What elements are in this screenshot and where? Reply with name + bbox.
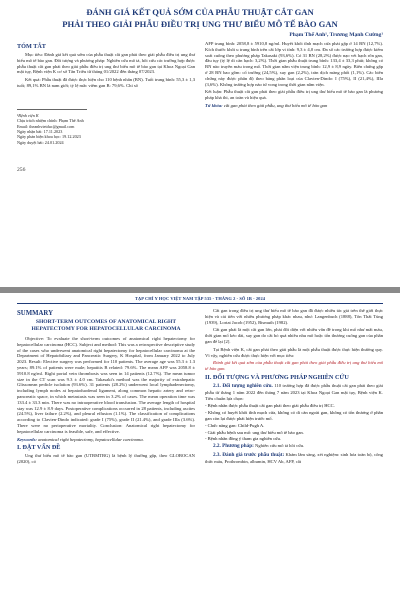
methods-heading: II. ĐỐI TƯỢNG VÀ PHƯƠNG PHÁP NGHIÊN CỨU xyxy=(205,373,349,381)
affiliation: ¹Bệnh viện K xyxy=(17,112,39,118)
subsection-text: Khám lâm sàng, xét nghiệm: sinh hóa toàn bộ, công thức máu, Prothrombin, albumin, HCV Ab, AFP, cắt xyxy=(205,451,383,464)
paper-page-2 xyxy=(0,293,400,600)
date-reviewed: Ngày phản biện khoa học: 19.12.2023 xyxy=(17,134,81,140)
subsection-heading: 2.1. Đối tượng nghiên cứu. xyxy=(213,382,273,389)
criteria-item: - Giải phẫu bệnh sau mổ: ung thư biểu mô tế bào gan. xyxy=(205,429,304,435)
date-accepted: Ngày duyệt bài: 24.01.2024 xyxy=(17,139,64,145)
body-paragraph: Cắt gan trong điều trị ung thư biểu mô tế bào gan đã được nhiều tác giả trên thế giới thực hiện và cải tiến với nhiều phương pháp khác nhau, như: Langenbuch (1888), Tôn Thất Tùng (1939), Lortat Jacob (1952), Bismuth (1982). xyxy=(205,308,383,325)
subsection-heading: 2.3. Đánh giá trước phẫu thuật: xyxy=(213,451,285,458)
article-title-line2: PHẢI THEO GIẢI PHẪU ĐIỀU TRỊ UNG THƯ BIỂU MÔ TẾ BÀO GAN xyxy=(62,18,338,29)
summary-paragraph: Mục tiêu: Đánh giá kết quả sớm của phẫu thuật cắt gan phải theo giải phẫu điều trị ung thư biểu mô tế bào gan. Đối tượng và phương pháp: Nghiên cứu mô tả, hồi cứu các trường hợp được phẫu thuật cắt gan phải theo giải phẫu điều trị ung thư biểu mô tế bào gan tại Khoa Ngoại Gan mật tụy, Bệnh viện K cơ sở Tân Triều từ tháng 01/2022 đến tháng 07/2023. xyxy=(17,52,195,75)
subsection-heading: 2.2. Phương pháp: xyxy=(213,443,254,450)
summary-heading-vi: TÓM TẮT xyxy=(17,43,46,50)
page2-left-column xyxy=(17,308,195,467)
subsection-text: 110 trường hợp đã được phẫu thuật cắt gan phải theo giải phẫu từ tháng 1 năm 2022 đến tháng 7 năm 2023 tại Khoa Ngoại Gan mật tụy, Bệnh viện K. Tiêu chuẩn lựa chọn: xyxy=(205,382,383,401)
authors: Phạm Thế Anh¹, Trương Mạnh Cường¹ xyxy=(289,32,383,38)
keywords-en-text: anatomical right hepatectomy, hepatocellular carcinoma. xyxy=(38,436,144,442)
page1-left-column xyxy=(17,41,195,145)
subsection-text: Nghiên cứu mô tả hồi cứu. xyxy=(255,443,305,449)
corresponding-author: Chịu trách nhiệm chính: Phạm Thế Anh xyxy=(17,118,84,124)
page1-right-column xyxy=(205,41,383,145)
paper-page-1 xyxy=(0,0,400,287)
keywords-vi xyxy=(205,103,383,109)
page1-columns xyxy=(17,41,383,145)
body-paragraph: Cắt gan phải là một cắt gan lớn, phải đối diện với nhiều vấn đề trong khi mổ như mất máu, thời gian mổ kéo dài, suy gan do cắt bỏ quá nhiều nhu mô hoặc tổn thương cuống gan của phần gan để lại [2]. xyxy=(205,327,383,344)
page2-right-column xyxy=(205,308,383,467)
summary-paragraph: AFP trung bình: 2058,8 ± 5910,8 ng/ml. Huyết khối tĩnh mạch cửa phải gặp ở 14 BN (12,7%). Kích thước khối u trung bình trên cắt lớp vi tính: 9,3 ± 4,0 cm. Đa số các trường hợp được kiểm soát cuống theo phương pháp Takasaki (93,6%). Có 31 BN (28,2%) được nạo vét hạch rốn gan, đầu tụy (tỷ lệ di căn hạch: 3,2%). Thời gian phẫu thuật trung bình: 133,4 ± 33,3 phút; không có BN nào truyền máu trong mổ. Thời gian nằm viện trung bình: 12,9 ± 8,9 ngày. Biến chứng gặp ở 28 BN bao gồm: cổ trướng (24,5%), suy gan (2,2%), tràn dịch màng phổi (1,1%). Các biến chứng này được phân độ theo bảng phân loại của Clavien-Dindo: I (75%), II (21,4%), IIIa (3,6%). Không trường hợp nào tử vong trong thời gian nằm viện. xyxy=(205,41,383,87)
page-number: 256 xyxy=(17,167,26,173)
introduction-heading: I. ĐẶT VẤN ĐỀ xyxy=(17,444,61,452)
summary-heading-en: SUMMARY xyxy=(17,310,54,317)
english-title: SHORT-TERM OUTCOMES OF ANATOMICAL RIGHT HEPATECTOMY FOR HEPATOCELLULAR CARCINOMA xyxy=(31,319,181,332)
author-email: Email: theanhvietduc@gmail.com xyxy=(17,123,75,129)
methods-subsection xyxy=(205,383,383,401)
keywords-text: cắt gan phải theo giải phẫu, ung thư biểu mô tế bào gan xyxy=(223,102,328,108)
criteria-item: - Bệnh nhân được phẫu thuật cắt gan phải theo giải phẫu điều trị HCC. xyxy=(205,403,335,409)
criteria-item: - Bệnh nhân đồng ý tham gia nghiên cứu. xyxy=(205,436,282,442)
date-received: Ngày nhận bài: 17.11.2023 xyxy=(17,129,63,134)
summary-paragraph: Kết quả: Phẫu thuật đã được thực hiện cho 110 bệnh nhân (BN). Tuổi trung bình: 55,3 ± 1,3 tuổi; 89,1% BN là nam giới; tỷ lệ mắc viêm gan B: 79,6%. Chỉ số xyxy=(17,77,195,88)
criteria-item: - Không có huyết khối tĩnh mạch cửa, không có di căn ngoài gan, không có tổn thương ở phần gan còn lại được phát hiện trước mổ. xyxy=(205,410,383,421)
summary-paragraph: Kết luận: Phẫu thuật cắt gan phải theo giải phẫu điều trị ung thư biểu mô tế bào gan là phương pháp khả thi, an toàn và hiệu quả. xyxy=(205,89,383,101)
introduction-paragraph: Ung thư biểu mô tế bào gan (UTBMTBG) là bệnh lý thường gặp, theo GLOBOCAN (2020), có xyxy=(17,453,195,465)
keywords-label: Từ khóa: xyxy=(205,102,223,108)
article-title-line1: ĐÁNH GIÁ KẾT QUẢ SỚM CỦA PHẪU THUẬT CẮT GAN xyxy=(86,7,314,17)
journal-header: TẠP CHÍ Y HỌC VIỆT NAM TẬP 535 - THÁNG 2 - SỐ 1B - 2024 xyxy=(17,296,383,304)
english-abstract: Objective: To evaluate the short-term outcomes of anatomical right hepatectomy for hepatocellular carcinoma (HCC). Subject and method: This was a retrospective descriptive study of the cases who underwent anatomical right hepatectomy for hepatocellular carcinoma at the Department of Hepatobiliary and Pancreatic Surgery, K Hospital, from January 2022 to July 2023. Result: Elective surgery was performed for 110 patients. The average age was 55.3 ± 1.3 years; 89.1% of patients were male; hepatitis B related: 79.6%. The mean AFP was 2058.8 ± 5910.8 ng/ml. Right portal vein thrombosis was seen in 14 patients (12.7%). The mean tumor size in the CT scan was 9.3 ± 4.0 cm. Takasaki's method was the majority of extrahepatic Glissonean pedicle isolation (93.6%). 31 patients (28.2%) underwent local lymphadenectomy, including lymph nodes at hepatoduodenal ligament, along common hepatic artery and retro-pancreatic space, in which metastasis was seen in 3.2% of cases. The mean operation time was 133.4 ± 33.3 min. There was no intraoperative blood transfusion. The average length of hospital stay was 12.9 ± 8.9 days. Postoperative complications occurred in 28 patients, including ascites (24.5%), liver failure (2.2%), and pleural effusion (1.1%). The classification of complications according to Clavien-Dindo indicated: grade I (75%), grade II (21.4%), and grade IIIa (3.6%). There were no perioperative mortality. Conclusion: Anatomical right hepatectomy for hepatocellular carcinoma is feasible, safe, and effective. xyxy=(17,336,195,434)
study-objective: Đánh giá kết quả sớm của phẫu thuật cắt gan phải theo giải phẫu điều trị ung thư biểu mô tế bào gan. xyxy=(205,360,383,372)
keywords-en-label: Keywords: xyxy=(17,436,37,442)
methods-subsection xyxy=(205,443,383,450)
page2-columns xyxy=(17,308,383,467)
keywords-en xyxy=(17,437,195,443)
footnote-divider xyxy=(17,109,87,110)
methods-subsection xyxy=(205,452,383,465)
body-paragraph: Tại Bệnh viện K, cắt gan phải theo giải phẫu là một phẫu thuật được thực hiện thường quy. Vì vậy, nghiên cứu được thực hiện với mục tiêu: xyxy=(205,346,383,358)
criteria-item: - Chức năng gan: Child-Pugh A. xyxy=(205,422,265,428)
